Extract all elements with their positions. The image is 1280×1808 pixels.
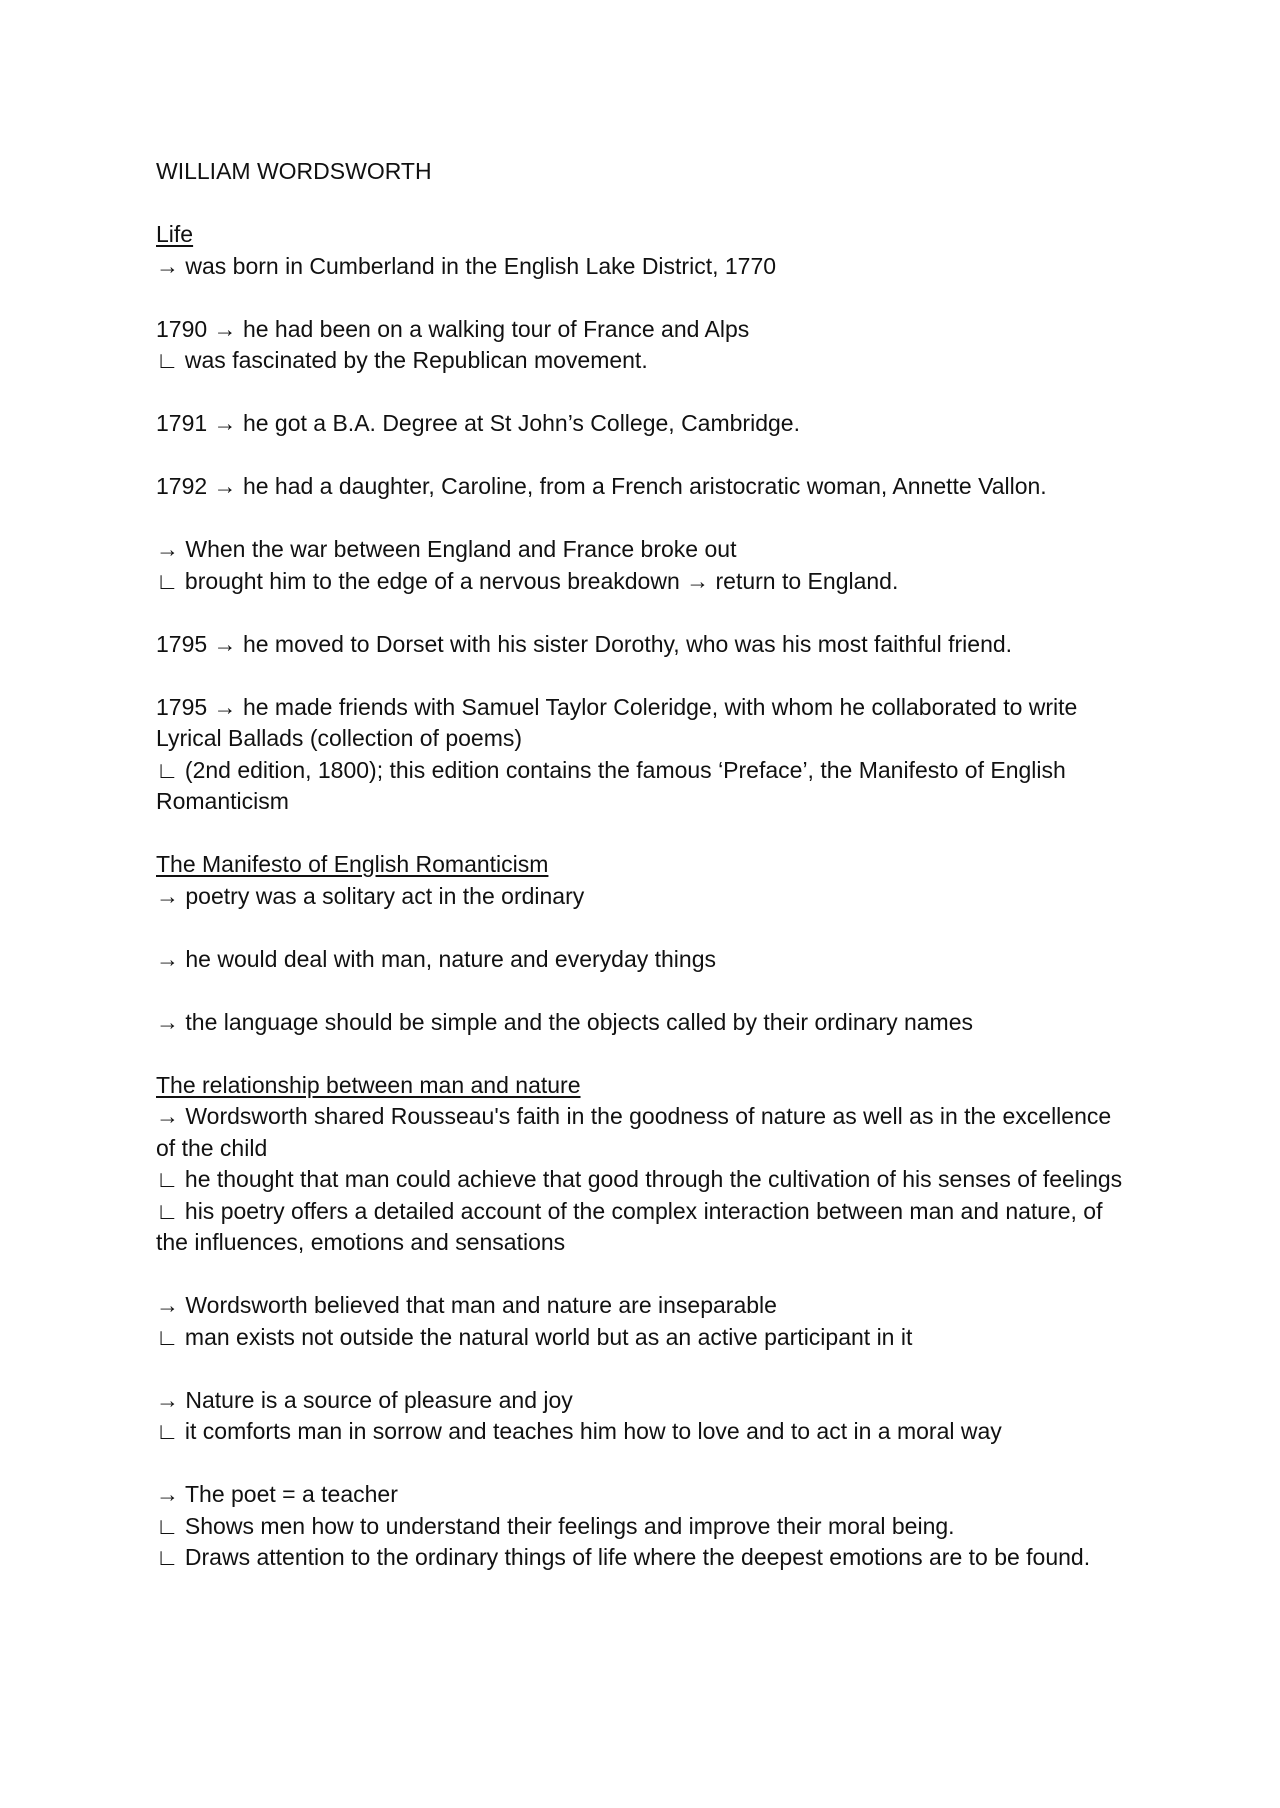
document-title: WILLIAM WORDSWORTH <box>156 158 432 184</box>
life-1792: 1792 → he had a daughter, Caroline, from a French aristocratic woman, Annette Vallon. <box>156 473 1047 499</box>
life-born: → was born in Cumberland in the English Lake District, 1770 <box>156 252 777 279</box>
relationship-poet-sub-1: ∟ Shows men how to understand their feelings and improve their moral being. <box>156 1512 955 1539</box>
section-heading-life: Life <box>156 221 194 247</box>
manifesto-point-1: → poetry was a solitary act in the ordinary <box>156 882 585 909</box>
spacer <box>156 1038 1156 1070</box>
life-1790: 1790 → he had been on a walking tour of France and Alps <box>156 315 750 342</box>
spacer <box>156 912 1156 944</box>
relationship-rousseau-sub-1: ∟ he thought that man could achieve that good through the cultivation of his senses of feelings <box>156 1166 1123 1192</box>
spacer <box>156 377 1156 409</box>
manifesto-point-2: → he would deal with man, nature and everyday things <box>156 945 716 972</box>
life-1795-dorset: 1795 → he moved to Dorset with his sister Dorothy, who was his most faithful friend. <box>156 630 1013 657</box>
spacer <box>156 282 1156 314</box>
life-war-sub: ∟ brought him to the edge of a nervous breakdown → return to England. <box>156 567 899 594</box>
life-1790-sub: ∟ was fascinated by the Republican movement. <box>156 347 648 373</box>
life-edition-sub: ∟ (2nd edition, 1800); this edition contains the famous ‘Preface’, the Manifesto of English Romanticism <box>156 756 1066 814</box>
spacer <box>156 188 1156 220</box>
life-1795-coleridge: 1795 → he made friends with Samuel Taylor Coleridge, with whom he collaborated to write Lyrical Ballads (collection of poems) <box>156 693 1078 751</box>
life-1791: 1791 → he got a B.A. Degree at St John’s College, Cambridge. <box>156 410 800 436</box>
relationship-rousseau-sub-2: ∟ his poetry offers a detailed account of the complex interaction between man and nature, of the influences, emotions and sensations <box>156 1197 1103 1255</box>
section-heading-relationship: The relationship between man and nature <box>156 1071 581 1098</box>
relationship-poet: → The poet = a teacher <box>156 1481 398 1507</box>
relationship-joy: → Nature is a source of pleasure and joy <box>156 1386 573 1413</box>
spacer <box>156 1448 1156 1480</box>
spacer <box>156 818 1156 850</box>
document-page <box>156 156 1156 1574</box>
relationship-joy-sub: ∟ it comforts man in sorrow and teaches him how to love and to act in a moral way <box>156 1418 1002 1444</box>
spacer <box>156 1259 1156 1291</box>
relationship-inseparable-sub: ∟ man exists not outside the natural world but as an active participant in it <box>156 1323 913 1350</box>
manifesto-point-3: → the language should be simple and the objects called by their ordinary names <box>156 1008 973 1035</box>
spacer <box>156 1353 1156 1385</box>
relationship-inseparable: → Wordsworth believed that man and nature are inseparable <box>156 1292 777 1318</box>
spacer <box>156 660 1156 692</box>
spacer <box>156 440 1156 472</box>
relationship-rousseau: → Wordsworth shared Rousseau's faith in the goodness of nature as well as in the excellence of the child <box>156 1103 1112 1161</box>
section-heading-manifesto: The Manifesto of English Romanticism <box>156 851 549 877</box>
spacer <box>156 597 1156 629</box>
relationship-poet-sub-2: ∟ Draws attention to the ordinary things of life where the deepest emotions are to be found. <box>156 1544 1091 1570</box>
spacer <box>156 503 1156 535</box>
life-war: → When the war between England and France broke out <box>156 536 737 562</box>
spacer <box>156 975 1156 1007</box>
